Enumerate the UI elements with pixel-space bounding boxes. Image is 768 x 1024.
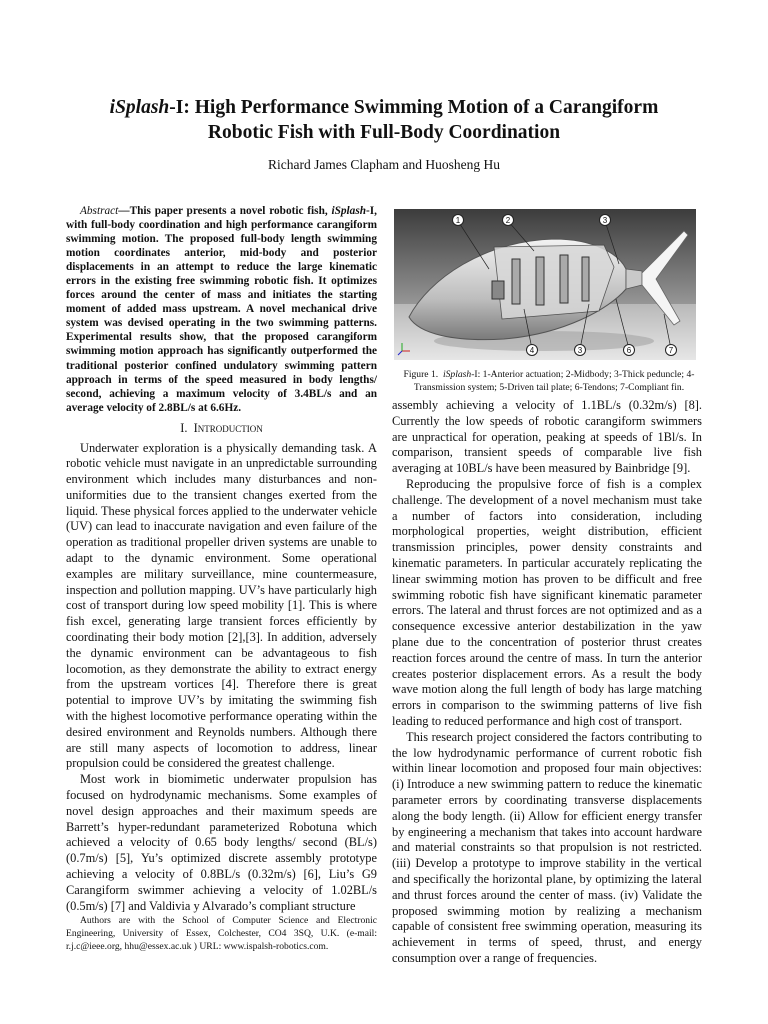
section-title: Introduction bbox=[193, 420, 263, 435]
left-column bbox=[66, 204, 377, 914]
abstract-robot-name: iSplash bbox=[331, 205, 367, 217]
section-number: I. bbox=[180, 420, 188, 435]
title-line2: Robotic Fish with Full-Body Coordination bbox=[207, 122, 561, 143]
right-paragraph-2: Reproducing the propulsive force of fish is a complex challenge. The development of a novel mechanism must take a number of factors into consideration, including morphological properties, weight distribution, efficient transmission principles, power density constraints and kinematic parameters. In particular accurately replicating the linear swimming motion has proven to be difficult and free swimming robotic fish have significant kinematic parameter errors. The lateral and thrust forces are not optimized and as a consequence excessive anterior destabilization in the yaw plane due to the concentration of posterior thrust creates reaction forces around the centre of mass. In turn the anterior creates posterior displacement errors. As a result the body wave motion along the full length of body has large matching errors in comparison to the swimming patterns of live fish leading to reduced performance and high cost of transport. bbox=[392, 476, 702, 728]
right-column bbox=[392, 398, 702, 967]
peduncle bbox=[626, 269, 642, 289]
title-line1-rest: -I: High Performance Swimming Motion of a Carangiform bbox=[169, 97, 659, 118]
abstract-text-end: -I, with full-body coordination and high performance carangiform swimming motion. The proposed full-body length swimming motion coordinates anterior, mid-body and posterior displacements in an attempt to reduce the large kinematic errors in the existing free swimming robotic fish. It optimizes forces around the center of mass and initiates the starting moment of added mass upstream. A novel mechanical drive system was devised operating in the two swimming patterns. Experimental results show, that the proposed carangiform swimming motion approach has significantly outperformed the traditional posterior confined undulatory swimming pattern approach in terms of the speed measured in body lengths/ second, achieving a maximum velocity of 3.4BL/s and an average velocity of 2.8BL/s at 6.6Hz. bbox=[66, 205, 377, 414]
robot-fish-render bbox=[394, 209, 696, 360]
right-paragraph-3: This research project considered the factors contributing to the low hydrodynamic performance of current robotic fish within linear locomotion and proposed four main objectives: (i) Introduce a new swimming pattern to reduce the kinematic parameter errors by coordinating transverse displacements along the body length. (ii) Allow for efficient energy transfer by engineering a mechanism that takes into account hardware and material constraints so that propulsion is not restricted. (iii) Develop a prototype to improve stability in the vertical and specifically the horizontal plane, by optimizing the lateral and thrust forces around the center of mass. (iv) Validate the proposed swimming motion by realizing a mechanism capable of consistent free swimming operation, measuring its achievement in terms of speed, thrust, and energy consumption over a range of frequencies. bbox=[392, 729, 702, 965]
right-paragraph-1: assembly achieving a velocity of 1.1BL/s (0.32m/s) [8]. Currently the low speeds of robotic carangiform swimmers are unpractical for operation, peaking at speeds of 1Bl/s. In comparison, transient speeds of comparable live fish averaging at 10BL/s have been measured by Bainbridge [9]. bbox=[392, 398, 702, 476]
figure-label: Figure 1. bbox=[403, 369, 439, 380]
figure-caption-text: -I: 1-Anterior actuation; 2-Midbody; 3-Thick peduncle; 4-Transmission system; 5-Driven tail plate; 6-Tendons; 7-Compliant fin. bbox=[413, 369, 695, 393]
intro-paragraph-2: Most work in biomimetic underwater propulsion has focused on hydrodynamic mechanisms. Some examples of novel design approaches and their maximum speeds are Barrett’s hyper-redundant parameterized Robotuna which achieved a velocity of 0.65 body lengths/ second (BL/s) (0.7m/s) [5], Yu’s optimized discrete assembly prototype achieving a velocity of 0.8BL/s (0.32m/s) [6], Liu’s G9 Carangiform swimmer achieving a velocity of 1.02BL/s (0.5m/s) [7] and Valdivia y Alvarado’s compliant structure bbox=[66, 772, 377, 913]
robot-fish-figure bbox=[394, 209, 696, 360]
callout-6: 6 bbox=[626, 346, 632, 355]
intro-paragraph-1: Underwater exploration is a physically demanding task. A robotic vehicle must navigate in an unpredictable surrounding environment which includes many disturbances and non-uniformities due to the transient changes exerted from the liquid. These physical forces applied to the underwater vehicle (UV) can lead to inaccurate navigation and even failure of the operation as traditional propeller driven systems are unable to adapt to the dynamic environment. Some operational examples are military surveillance, mine countermeasure, inspection and pollution mapping. UV’s have particularly high cost of transport during low speed mobility [1]. This is where fish excel, generating large transient forces efficiently by coordinating their body motion [2],[3]. In addition, adversely the dynamic environment can be advantageous to fish locomotion, as they demonstrate the ability to extract energy from the upstream vortices [4]. Therefore there is great potential to improve UV’s by imitating the swimming fish with the highest locomotive performance operating within the desired environment and Reynolds numbers. Although there are still many aspects of locomotion to address, linear propulsion could be considered the greatest challenge. bbox=[66, 440, 377, 771]
author-list: Richard James Clapham and Huosheng Hu bbox=[267, 157, 501, 172]
callout-4: 4 bbox=[529, 346, 535, 355]
callout-3-bottom: 3 bbox=[577, 346, 583, 355]
callout-1: 1 bbox=[455, 216, 461, 225]
author-footnote: Authors are with the School of Computer Science and Electronic Engineering, University of Essex, Colchester, CO4 3SQ, U.K. (e-mail: r.j.c@ieee.org, hhu@essex.ac.uk ) URL: www.ispalsh-robotics.com. bbox=[66, 915, 377, 952]
callout-3-top: 3 bbox=[602, 216, 608, 225]
title-robot-name: iSplash bbox=[109, 97, 170, 118]
abstract-text-start: This paper presents a novel robotic fish, bbox=[129, 205, 332, 217]
abstract-label: Abstract bbox=[80, 205, 119, 217]
callout-7: 7 bbox=[668, 346, 674, 355]
abstract bbox=[66, 204, 377, 415]
callout-2: 2 bbox=[505, 216, 511, 225]
figure-caption bbox=[394, 368, 704, 394]
paper-title bbox=[40, 95, 728, 145]
section-heading-introduction bbox=[66, 421, 377, 437]
figure-robot-name: iSplash bbox=[442, 369, 472, 380]
abstract-dash: — bbox=[118, 205, 130, 217]
